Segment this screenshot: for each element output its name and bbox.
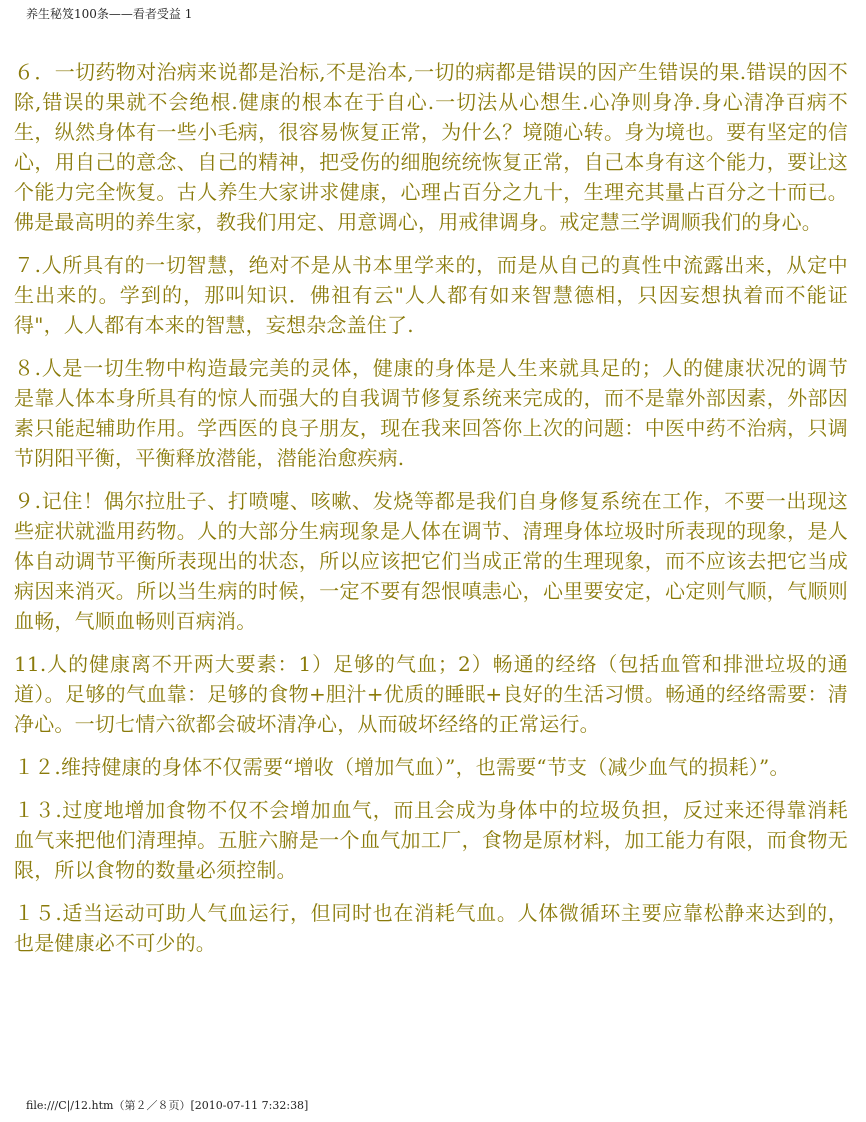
paragraph-15: １５.适当运动可助人气血运行，但同时也在消耗气血。人体微循环主要应靠松静来达到的，也是健康必不可少的。 (14, 901, 848, 955)
page-header: 养生秘笈100条——看者受益 1 (26, 7, 193, 21)
page-footer: file:///C|/12.htm（第２／８页）[2010-07-11 7:32:38] (26, 1099, 309, 1112)
paragraph-6: ６．一切药物对治病来说都是治标,不是治本,一切的病都是错误的因产生错误的果.错误的因不除,错误的果就不会绝根.健康的根本在于自心.一切法从心想生.心净则身净.身心清净百病不生，纵然身体有一些小毛病，很容易恢复正常，为什么？境随心转。身为境也。要有坚定的信心，用自己的意念、自己的精神，把受伤的细胞统统恢复正常，自己本身有这个能力，要让这个能力完全恢复。古人养生大家讲求健康，心理占百分之九十，生理充其量占百分之十而已。佛是最高明的养生家，教我们用定、用意调心，用戒律调身。戒定慧三学调顺我们的身心。 (14, 60, 848, 234)
paragraph-8: ８.人是一切生物中构造最完美的灵体，健康的身体是人生来就具足的；人的健康状况的调节是靠人体本身所具有的惊人而强大的自我调节修复系统来完成的，而不是靠外部因素，外部因素只能起辅助作用。学西医的良子朋友，现在我来回答你上次的问题：中医中药不治病，只调节阴阳平衡，平衡释放潜能，潜能治愈疾病. (14, 356, 848, 470)
paragraph-13: １３.过度地增加食物不仅不会增加血气，而且会成为身体中的垃圾负担，反过来还得靠消耗血气来把他们清理掉。五脏六腑是一个血气加工厂，食物是原材料，加工能力有限，而食物无限，所以食物的数量必须控制。 (14, 798, 848, 882)
paragraph-11: 11.人的健康离不开两大要素：1）足够的气血；2）畅通的经络（包括血管和排泄垃圾的通道）。足够的气血靠：足够的食物+胆汁+优质的睡眠+良好的生活习惯。畅通的经络需要：清净心。一切七情六欲都会破坏清净心，从而破坏经络的正常运行。 (14, 652, 848, 736)
paragraph-7: ７.人所具有的一切智慧，绝对不是从书本里学来的，而是从自己的真性中流露出来，从定中生出来的。学到的，那叫知识．佛祖有云"人人都有如来智慧德相，只因妄想执着而不能证得"，人人都有本来的智慧，妄想杂念盖住了. (14, 253, 848, 337)
paragraph-9: ９.记住！偶尔拉肚子、打喷嚏、咳嗽、发烧等都是我们自身修复系统在工作，不要一出现这些症状就滥用药物。人的大部分生病现象是人体在调节、清理身体垃圾时所表现的现象，是人体自动调节平衡所表现出的状态，所以应该把它们当成正常的生理现象，而不应该去把它当成病因来消灭。所以当生病的时候，一定不要有怨恨嗔恚心，心里要安定，心定则气顺，气顺则血畅，气顺血畅则百病消。 (14, 489, 848, 633)
paragraph-12: １２.维持健康的身体不仅需要“增收（增加气血）”，也需要“节支（减少血气的损耗）”。 (14, 755, 790, 779)
document-body (14, 57, 848, 971)
